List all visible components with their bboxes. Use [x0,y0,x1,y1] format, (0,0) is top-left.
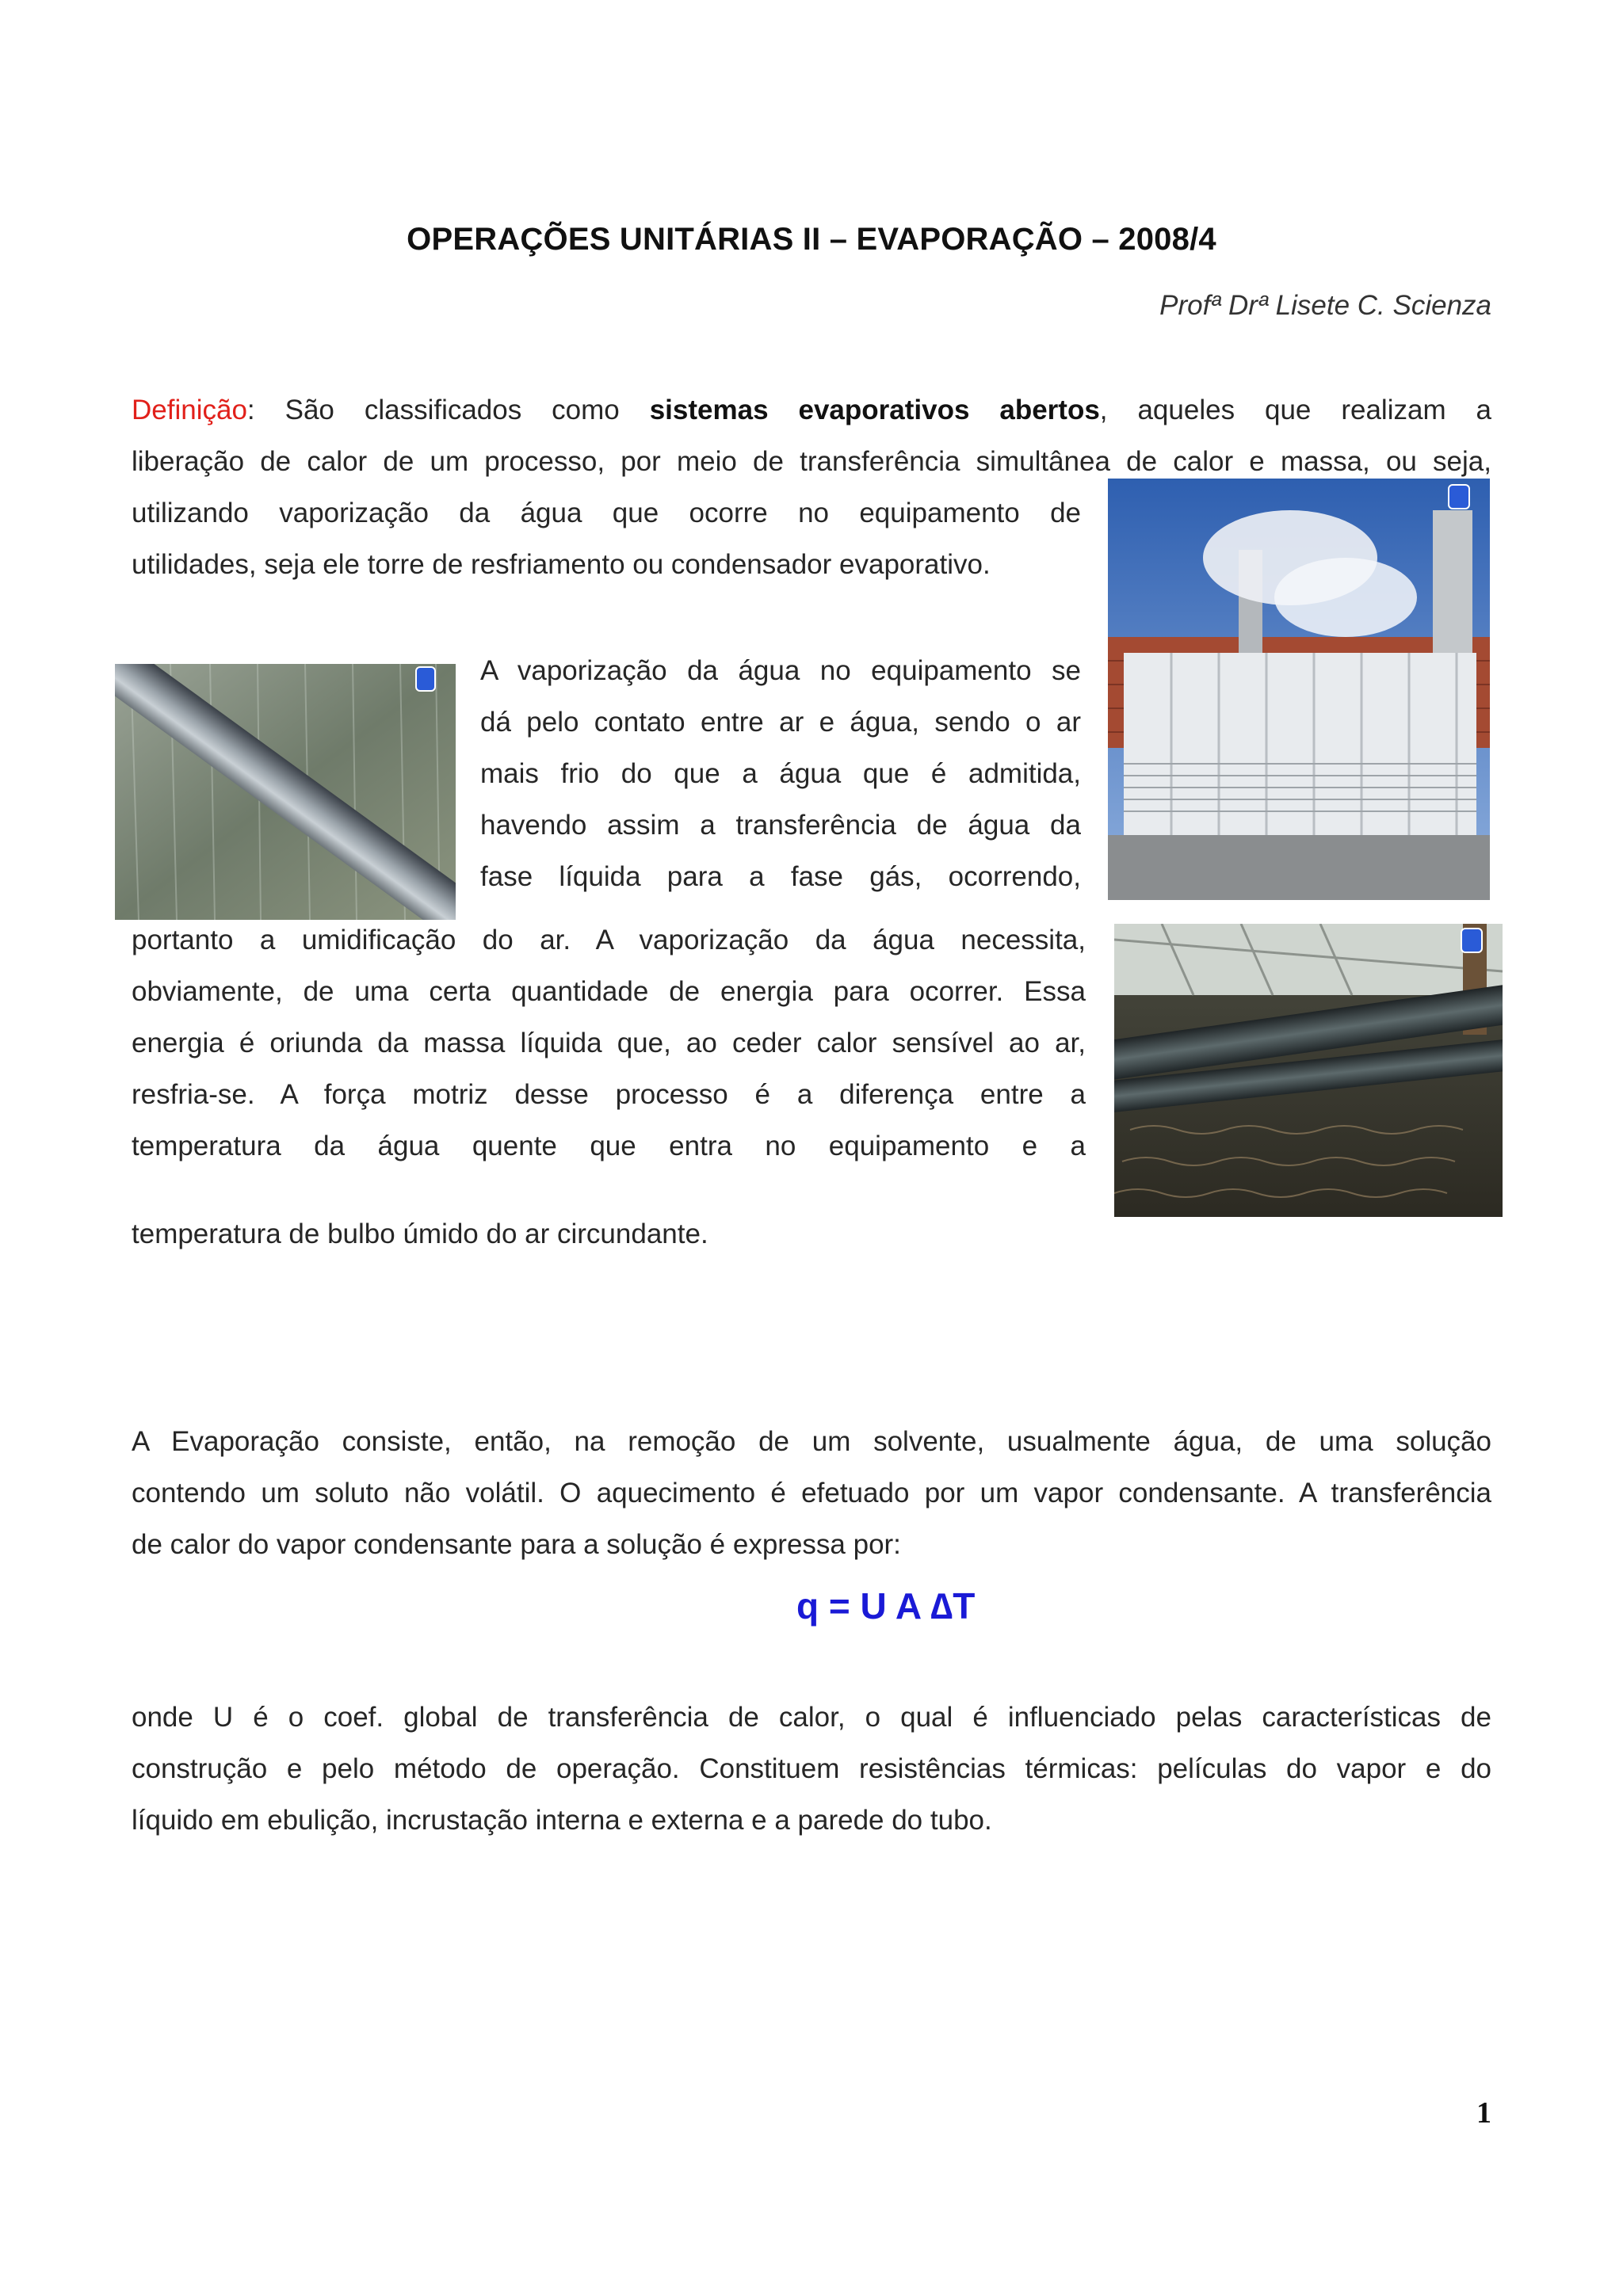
paragraph1-line2: liberação de calor de um processo, por meio de transferência simultânea de calor e massa, ou seja, [132,446,1491,477]
paragraph2-line10: temperatura da água quente que entra no equipamento e a [132,1131,1086,1161]
definition-colon: : [246,395,255,425]
paragraph2-line2: dá pelo contato entre ar e água, sendo o ar [480,707,1081,738]
paragraph3-line2: contendo um soluto não volátil. O aquecimento é efetuado por um vapor condensante. A transferência [132,1478,1491,1508]
page-title: OPERAÇÕES UNITÁRIAS II – EVAPORAÇÃO – 2008/4 [407,222,1216,257]
paragraph2-line3: mais frio do que a água que é admitida, [480,758,1081,789]
bold-term: sistemas evaporativos abertos [649,395,1100,425]
page-number: 1 [1476,2096,1491,2130]
author-line: Profª Drª Lisete C. Scienza [1159,290,1491,321]
heat-transfer-formula: q = U A ∆T [796,1585,976,1627]
cooling-tower-photo [1108,479,1490,900]
paragraph4-line1: onde U é o coef. global de transferência de calor, o qual é influenciado pelas características de [132,1702,1491,1733]
paragraph2-line9: resfria-se. A força motriz desse processo é a diferença entre a [132,1079,1086,1110]
paragraph4-line3: líquido em ebulição, incrustação interna e externa e a parede do tubo. [132,1805,992,1836]
paragraph3-line3: de calor do vapor condensante para a solução é expressa por: [132,1529,901,1560]
paragraph3-line1: A Evaporação consiste, então, na remoção de um solvente, usualmente água, de uma solução [132,1426,1491,1457]
definition-label: Definição [132,395,247,425]
paragraph2-line8: energia é oriunda da massa líquida que, ao ceder calor sensível ao ar, [132,1028,1086,1058]
paragraph2-line5: fase líquida para a fase gás, ocorrendo, [480,861,1081,892]
paragraph2-line7: obviamente, de uma certa quantidade de energia para ocorrer. Essa [132,976,1086,1007]
pipe-water-photo [115,664,456,920]
text-span: São classificados como [285,395,620,425]
paragraph2-line1: A vaporização da água no equipamento se [480,655,1081,686]
paragraph1-line1 [132,395,1491,426]
paragraph2-line6: portanto a umidificação do ar. A vaporização da água necessita, [132,925,1086,955]
paragraph4-line2: construção e pelo método de operação. Constituem resistências térmicas: películas do vapor e do [132,1753,1491,1784]
paragraph2-line11: temperatura de bulbo úmido do ar circundante. [132,1219,708,1249]
paragraph1-line3: utilizando vaporização da água que ocorre no equipamento de [132,498,1081,528]
paragraph2-line4: havendo assim a transferência de água da [480,810,1081,841]
text-span: , aqueles que realizam a [1099,395,1492,425]
paragraph1-line4: utilidades, seja ele torre de resfriamento ou condensador evaporativo. [132,549,991,580]
pipes-water-photo [1114,924,1503,1217]
